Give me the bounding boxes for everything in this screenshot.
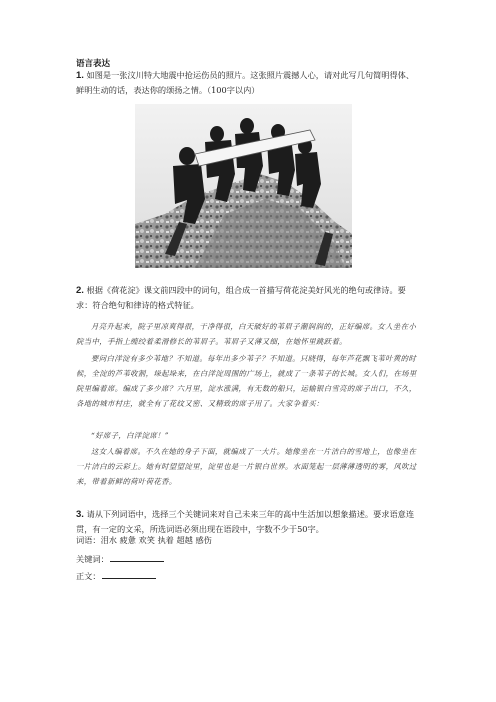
question-2-number: 2. bbox=[76, 285, 84, 296]
word-list: 词语：泪水 疲惫 欢笑 执着 超越 感伤 bbox=[76, 535, 212, 545]
keyword-label: 关键词： bbox=[76, 554, 109, 564]
question-1 bbox=[76, 68, 421, 98]
passage-paragraph: 月亮升起来，院子里凉爽得很，干净得很，白天破好的苇眉子潮润润的，正好编席。女人坐在小院当中，手指上缠绞着柔滑修长的苇眉子。苇眉子又薄又细，在她怀里跳跃着。 bbox=[76, 322, 417, 346]
passage-quote: “好席子，白洋淀席！” bbox=[91, 431, 169, 440]
passage-paragraph: 这女人编着席。不久在她的身子下面，就编成了一大片。她像坐在一片洁白的雪地上，也像坐在一片洁白的云彩上。她有时望望淀里，淀里也是一片银白世界。水面笼起一层薄薄透明的雾，风吹过来，带着新鲜的荷叶荷花香。 bbox=[76, 447, 417, 486]
question-1-number: 1. bbox=[76, 70, 84, 81]
passage-paragraph: 要问白洋淀有多少苇地？不知道。每年出多少苇子？不知道。只晓得，每年芦花飘飞苇叶黄的时候，全淀的芦苇收割，垛起垛来，在白洋淀周围的广场上，就成了一条苇子的长城。女人们，在场里院里编着席。编成了多少席？六月里，淀水涨满，有无数的船只，运输银白雪亮的席子出口，不久，各地的城市村庄，就全有了花纹又密、又精致的席子用了。大家争着买： bbox=[76, 354, 417, 408]
keyword-blank[interactable] bbox=[110, 552, 164, 562]
question-3-text: 请从下列词语中，选择三个关键词来对自己未来三年的高中生活加以想象描述。要求语意连贯，有一定的文采，所选词语必须出现在语段中，字数不少于50字。 bbox=[76, 509, 415, 534]
question-1-text: 如图是一张汶川特大地震中抢运伤员的照片。这张照片震撼人心，请对此写几句简明得体、鲜明生动的话，表达你的颂扬之情。（100字以内） bbox=[76, 70, 415, 95]
body-line bbox=[76, 569, 156, 582]
question-2-text: 根据《荷花淀》课文前四段中的词句，组合成一首描写荷花淀美好风光的绝句或律诗。要求：符合绝句和律诗的格式特征。 bbox=[76, 285, 406, 310]
keyword-line bbox=[76, 552, 164, 565]
question-3 bbox=[76, 507, 421, 537]
body-label: 正文： bbox=[76, 571, 101, 581]
question-3-number: 3. bbox=[76, 509, 84, 520]
rescue-photo bbox=[135, 104, 352, 268]
section-title: 语言表达 bbox=[76, 59, 111, 69]
rescue-photo-icon bbox=[135, 104, 352, 268]
body-blank[interactable] bbox=[102, 569, 156, 579]
question-2 bbox=[76, 283, 421, 313]
